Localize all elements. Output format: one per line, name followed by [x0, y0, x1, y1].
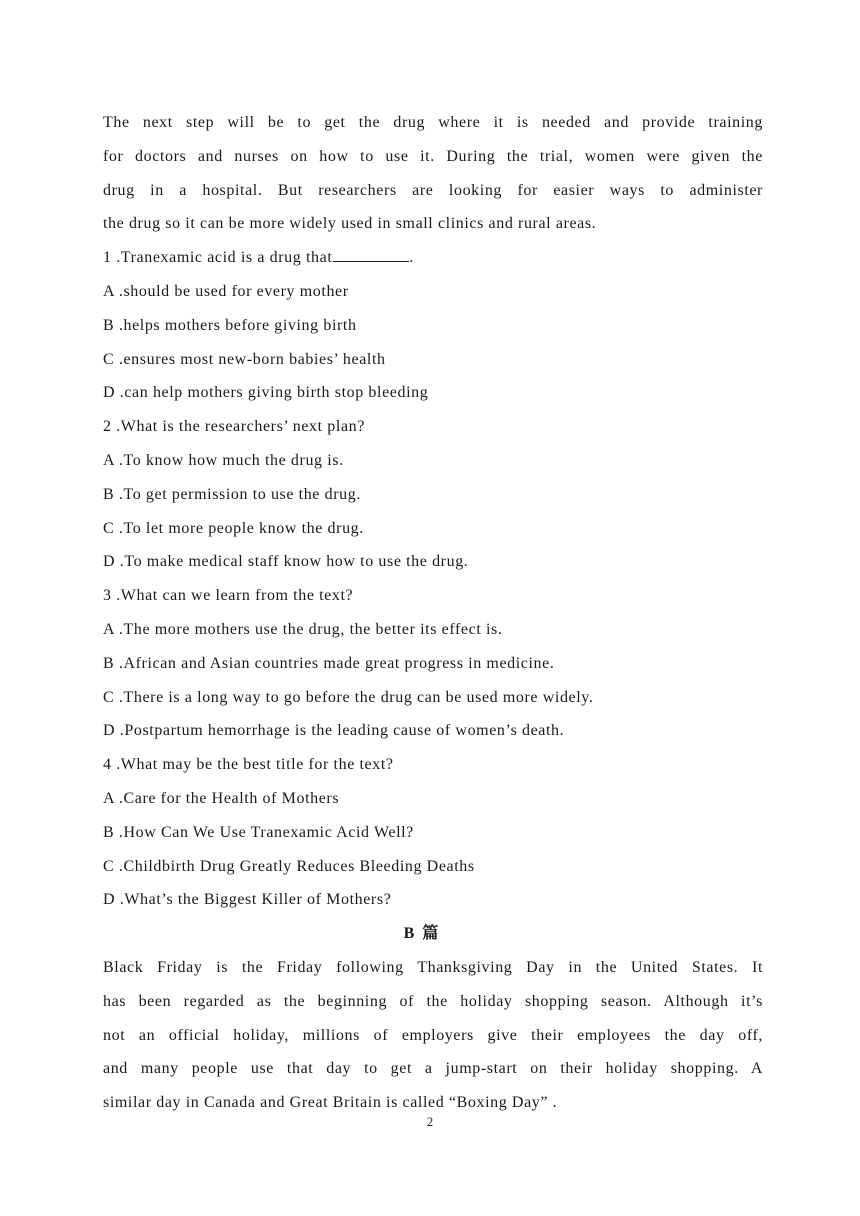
- answer-option-c: C .To let more people know the drug.: [103, 519, 364, 537]
- answer-option-c: C .Childbirth Drug Greatly Reduces Bleeding Deaths: [103, 857, 475, 875]
- answer-option-d: D .To make medical staff know how to use the drug.: [103, 553, 469, 571]
- page-number: 2: [426, 1114, 434, 1129]
- answer-option-b: B .How Can We Use Tranexamic Acid Well?: [103, 823, 414, 841]
- answer-option-a: A .should be used for every mother: [103, 282, 349, 300]
- answer-option-a: A .Care for the Health of Mothers: [103, 789, 340, 807]
- passage-body: [103, 106, 763, 1120]
- paragraph-line: and many people use that day to get a jump-start on their holiday shopping. A: [103, 1060, 763, 1078]
- paragraph-line: for doctors and nurses on how to use it. During the trial, women were given the: [103, 147, 763, 165]
- paragraph-line: Black Friday is the Friday following Thanksgiving Day in the United States. It: [103, 958, 763, 976]
- answer-option-a: A .The more mothers use the drug, the better its effect is.: [103, 620, 503, 638]
- answer-option-a: A .To know how much the drug is.: [103, 451, 344, 469]
- question-stem: [103, 241, 763, 275]
- paragraph-line: has been regarded as the beginning of the holiday shopping season. Although it’s: [103, 992, 763, 1010]
- question-stem: 3 .What can we learn from the text?: [103, 587, 354, 605]
- question-3: [103, 579, 763, 748]
- answer-option-b: B .helps mothers before giving birth: [103, 316, 357, 334]
- answer-option-b: B .African and Asian countries made great progress in medicine.: [103, 654, 555, 672]
- answer-option-d: D .can help mothers giving birth stop bleeding: [103, 384, 429, 402]
- section-b-title: B 篇: [403, 925, 441, 943]
- answer-option-d: D .What’s the Biggest Killer of Mothers?: [103, 891, 392, 909]
- answer-option-c: C .There is a long way to go before the drug can be used more widely.: [103, 688, 594, 706]
- paragraph-line: The next step will be to get the drug where it is needed and provide training: [103, 114, 763, 131]
- question-stem: 4 .What may be the best title for the text?: [103, 756, 394, 774]
- intro-paragraph: [103, 106, 763, 241]
- answer-blank[interactable]: [333, 243, 409, 262]
- paragraph-line: similar day in Canada and Great Britain is called “Boxing Day” .: [103, 1094, 558, 1112]
- paragraph-line: not an official holiday, millions of employers give their employees the day off,: [103, 1026, 763, 1044]
- question-1: [103, 241, 763, 410]
- answer-option-c: C .ensures most new-born babies’ health: [103, 350, 386, 368]
- question-stem-end: .: [409, 249, 414, 267]
- answer-option-b: B .To get permission to use the drug.: [103, 485, 361, 503]
- paragraph-line: the drug so it can be more widely used in small clinics and rural areas.: [103, 215, 597, 233]
- answer-option-d: D .Postpartum hemorrhage is the leading cause of women’s death.: [103, 722, 565, 740]
- question-2: [103, 410, 763, 579]
- question-4: [103, 748, 763, 917]
- section-b-paragraph: [103, 951, 763, 1120]
- paragraph-line: drug in a hospital. But researchers are looking for easier ways to administer: [103, 181, 763, 199]
- question-stem: 2 .What is the researchers’ next plan?: [103, 418, 365, 436]
- question-stem-text: 1 .Tranexamic acid is a drug that: [103, 249, 333, 267]
